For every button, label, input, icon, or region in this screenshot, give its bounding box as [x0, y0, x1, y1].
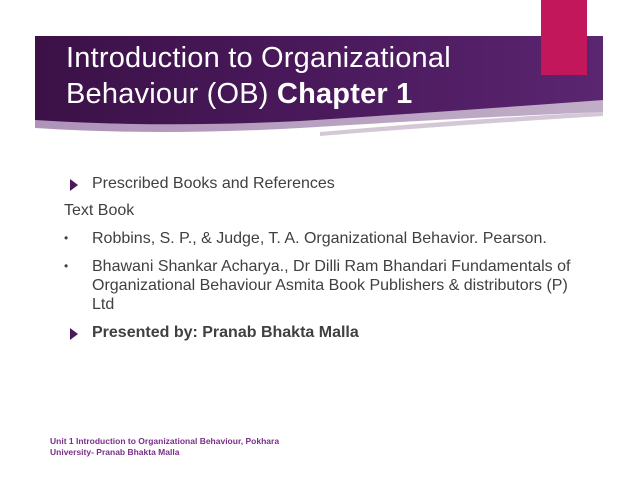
arrow-bullet-icon [70, 328, 78, 340]
bullet-heading [64, 175, 584, 193]
reference-item [64, 257, 584, 314]
slide-content [64, 175, 584, 342]
reference-text: Robbins, S. P., & Judge, T. A. Organizational Behavior. Pearson. [92, 230, 547, 247]
bullet-presenter [64, 324, 584, 342]
title-line-1: Introduction to Organizational [66, 42, 451, 74]
presenter-text: Presented by: Pranab Bhakta Malla [92, 324, 359, 341]
slide-title [66, 40, 536, 112]
reference-item [64, 229, 584, 248]
slide-footer [50, 436, 350, 458]
title-regular-part: Behaviour (OB) [66, 78, 277, 110]
reference-text: Bhawani Shankar Acharya., Dr Dilli Ram Bhandari Fundamentals of Organizational Behaviour Asmita Book Publishers & distributors (P) Ltd [92, 258, 571, 313]
arrow-bullet-icon [70, 179, 78, 191]
heading-text: Prescribed Books and References [92, 175, 335, 192]
footer-line-1: Unit 1 Introduction to Organizational Behaviour, Pokhara [50, 436, 280, 446]
footer-line-2: University- Pranab Bhakta Malla [50, 447, 180, 457]
dot-bullet-icon: • [64, 259, 69, 273]
subheading: Text Book [64, 202, 135, 219]
title-line-2 [66, 76, 536, 112]
accent-tab [541, 0, 587, 75]
title-bold-part: Chapter 1 [276, 78, 413, 110]
dot-bullet-icon: • [64, 231, 69, 245]
